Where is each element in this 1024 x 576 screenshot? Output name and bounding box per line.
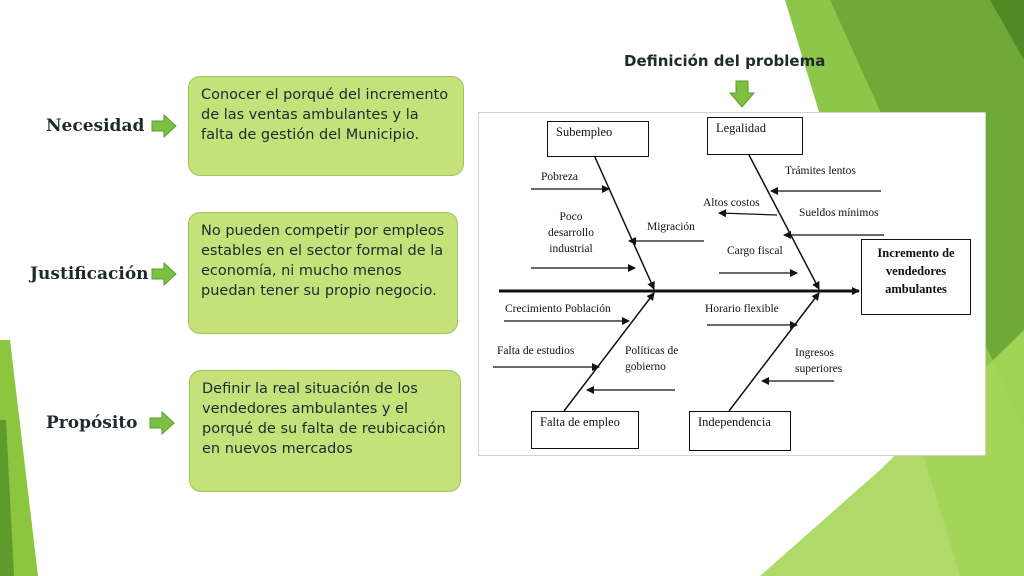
cause-label: Sueldos mínimos (799, 207, 879, 219)
category-subempleo: Subempleo (547, 121, 649, 157)
down-arrow-icon (729, 80, 755, 108)
justificacion-label: Justificación (30, 264, 149, 284)
cause-label: Migración (647, 221, 695, 233)
category-falta-de-empleo: Falta de empleo (531, 411, 639, 449)
cause-label: Ingresos superiores (795, 347, 843, 375)
right-arrow-icon (151, 114, 177, 138)
cause-label: Cargo fiscal (727, 245, 783, 257)
proposito-card: Definir la real situación de los vendedores ambulantes y el porqué de su falta de reubicación en nuevos mercados (189, 370, 461, 492)
cause-label: Crecimiento Población (505, 303, 611, 315)
effect-box: Incremento de vendedores ambulantes (861, 239, 971, 315)
right-arrow-icon (151, 262, 177, 286)
cause-label: Horario flexible (705, 303, 779, 315)
cause-label: Altos costos (703, 197, 760, 209)
category-independencia: Independencia (689, 411, 791, 451)
cause-label: Políticas de gobierno (625, 345, 679, 373)
right-arrow-icon (149, 411, 175, 435)
necesidad-label: Necesidad (46, 116, 145, 136)
cause-label: Trámites lentos (785, 165, 856, 177)
necesidad-card: Conocer el porqué del incremento de las ventas ambulantes y la falta de gestión del Municipio. (188, 76, 464, 176)
category-legalidad: Legalidad (707, 117, 803, 155)
cause-label: Falta de estudios (497, 345, 575, 357)
justificacion-card: No pueden competir por empleos estables en el sector formal de la economía, ni mucho menos puedan tener su propio negocio. (188, 212, 458, 334)
proposito-label: Propósito (46, 413, 138, 433)
problem-definition-title: Definición del problema (624, 52, 826, 70)
fishbone-diagram (478, 112, 986, 456)
cause-label: Poco desarrollo industrial (548, 211, 594, 255)
cause-label: Pobreza (541, 171, 579, 183)
